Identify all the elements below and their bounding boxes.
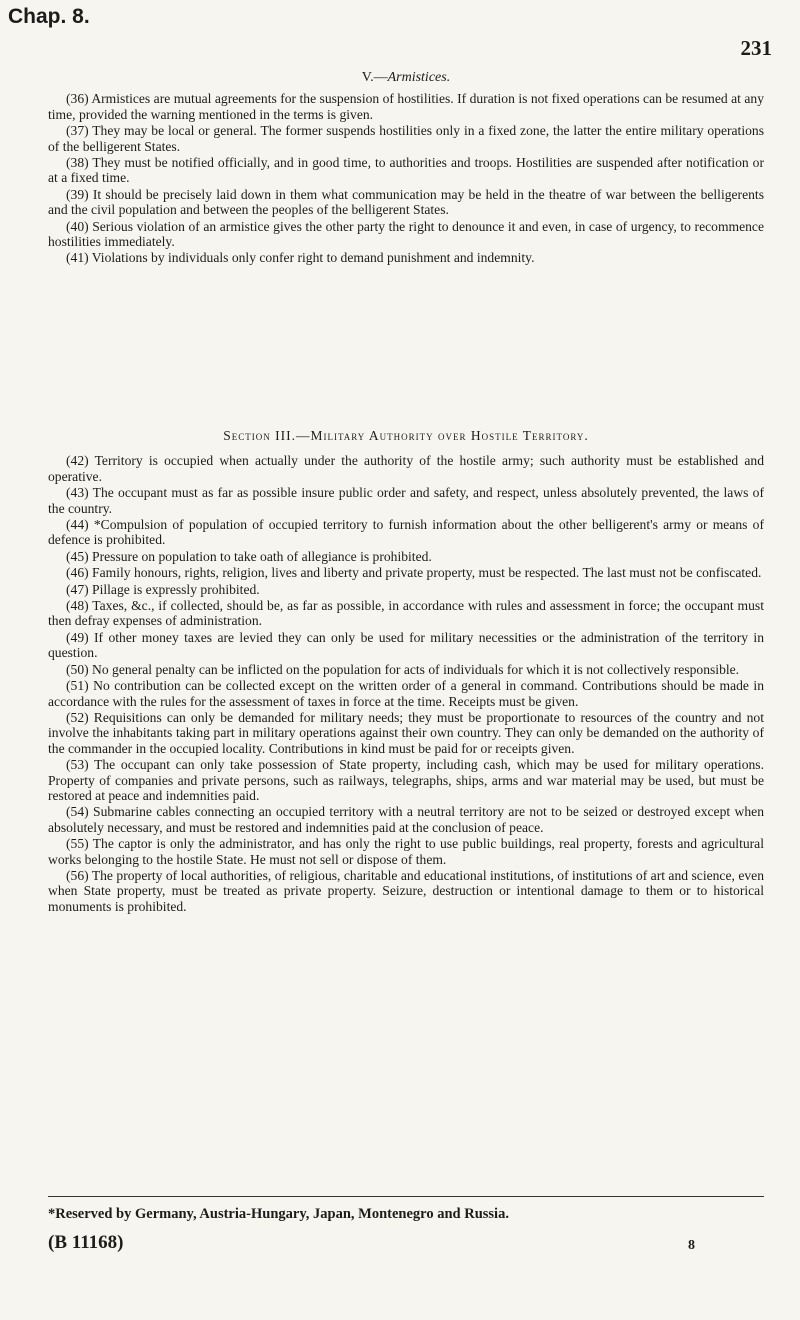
paragraph: (38) They must be notified officially, and in good time, to authorities and troops. Hostilities are suspended after notification or at a fixed time.	[48, 155, 764, 186]
paragraph: (54) Submarine cables connecting an occupied territory with a neutral territory are not to be seized or destroyed except when absolutely necessary, and must be restored and indemnities paid at the conclusion of peace.	[48, 804, 764, 835]
paragraph: (42) Territory is occupied when actually under the authority of the hostile army; such authority must be established and operative.	[48, 453, 764, 484]
printer-signature: (B 11168)	[48, 1232, 124, 1253]
paragraph: (43) The occupant must as far as possible insure public order and safety, and respect, unless absolutely prevented, the laws of the country.	[48, 485, 764, 516]
paragraph: (56) The property of local authorities, of religious, charitable and educational institutions, of institutions of art and science, even when State property, must be treated as private property. Seizure, destruction or intentional damage to them or to historical monuments is prohibited.	[48, 867, 764, 914]
footnote-divider	[48, 1196, 764, 1197]
armistices-section	[48, 70, 764, 267]
paragraph: (39) It should be precisely laid down in them what communication may be held in the theatre of war between the belligerents and the civil population and between the peoples of the belligerent States.	[48, 186, 764, 218]
paragraph: (45) Pressure on population to take oath of allegiance is prohibited.	[66, 548, 432, 564]
paragraph: (50) No general penalty can be inflicted on the population for acts of individuals for which it is not collectively responsible.	[66, 661, 740, 677]
paragraph: (47) Pillage is expressly prohibited.	[66, 581, 260, 597]
paragraph: (44) *Compulsion of population of occupied territory to furnish information about the other belligerent's army or means of defence is prohibited.	[48, 517, 764, 548]
section-title: V.—Armistices.	[361, 70, 451, 85]
paragraph: (37) They may be local or general. The former suspends hostilities only in a fixed zone, the latter the entire military operations of the belligerent States.	[48, 123, 764, 154]
paragraph: (40) Serious violation of an armistice gives the other party the right to denounce it and even, in case of urgency, to recommence hostilities immediately.	[48, 218, 764, 250]
page-number: 231	[740, 36, 772, 60]
section-heading: Section III.—Military Authority over Hostile Territory.	[223, 428, 589, 443]
chapter-label: Chap. 8.	[8, 5, 90, 28]
footnote: *Reserved by Germany, Austria-Hungary, Japan, Montenegro and Russia.	[48, 1206, 509, 1222]
paragraph: (41) Violations by individuals only confer right to demand punishment and indemnity.	[66, 250, 535, 266]
sheet-signature: 8	[688, 1238, 695, 1253]
paragraph: (46) Family honours, rights, religion, lives and liberty and private property, must be respected. The last must not be confiscated.	[66, 565, 762, 581]
paragraph: (49) If other money taxes are levied they can only be used for military necessities or the administration of the territory in question.	[48, 629, 764, 661]
paragraph: (36) Armistices are mutual agreements for the suspension of hostilities. If duration is not fixed operations can be resumed at any time, provided the warning mentioned in the terms is given.	[48, 91, 764, 122]
paragraph: (51) No contribution can be collected except on the written order of a general in command. Contributions should be made in accordance with the rules for the assessment of taxes in force at the time. Receipts must be given.	[48, 678, 764, 709]
paragraph: (53) The occupant can only take possession of State property, including cash, which may be used for military operations. Property of companies and private persons, such as railways, telegraphs, ships, arms and war material may be used, but must be restored at peace and indemnities paid.	[48, 757, 764, 803]
paragraph: (48) Taxes, &c., if collected, should be, as far as possible, in accordance with rules and assessment in force; the occupant must then defray expenses of administration.	[48, 598, 764, 629]
paragraph: (55) The captor is only the administrator, and has only the right to use public buildings, real property, forests and agricultural works belonging to the hostile State. He must not sell or dispose of them.	[48, 836, 764, 867]
military-authority-section	[48, 428, 764, 915]
paragraph: (52) Requisitions can only be demanded for military needs; they must be proportionate to resources of the country and not involve the inhabitants taking part in military operations against their own country. They can only be demanded on the authority of the commander in the occupied locality. Contributions in kind must be paid for or receipts given.	[48, 709, 764, 756]
